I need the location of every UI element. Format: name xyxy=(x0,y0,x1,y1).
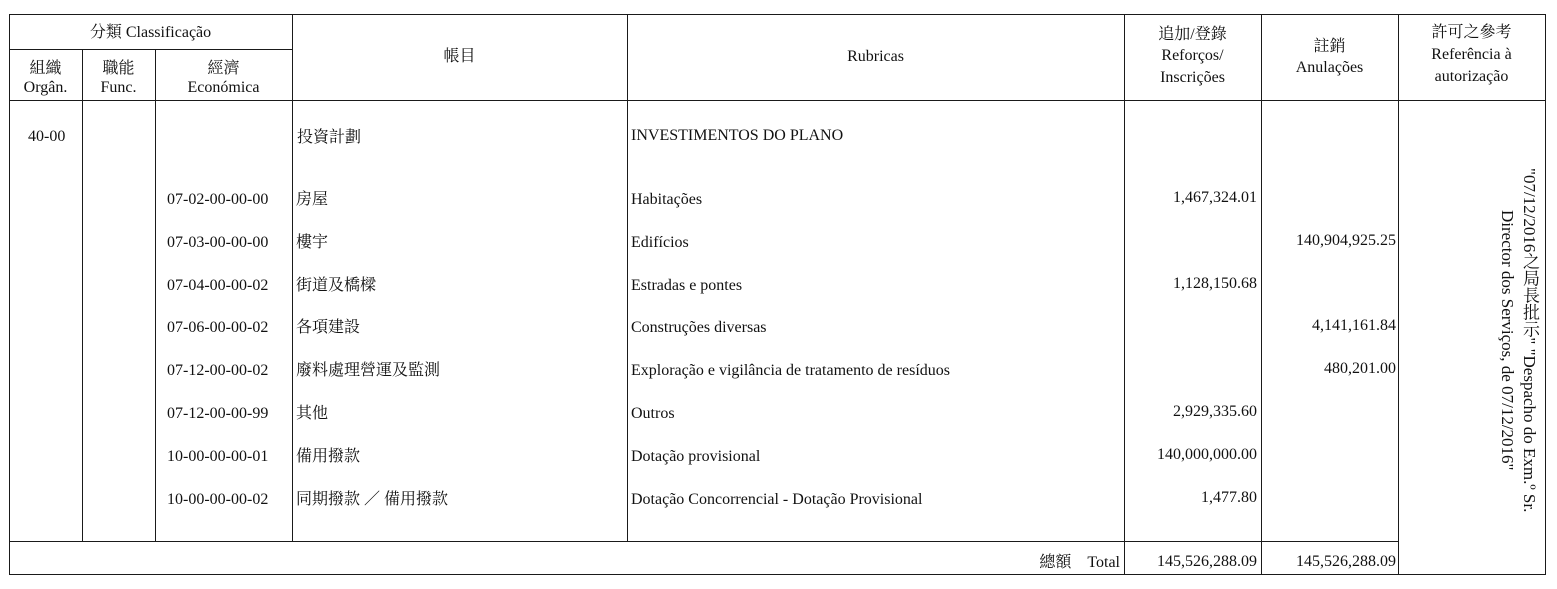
header-organ-pt: Orgân. xyxy=(23,79,68,96)
rule-func xyxy=(155,49,156,541)
rule-anulacoes xyxy=(1398,14,1399,575)
header-organ-zh: 組織 xyxy=(29,60,62,77)
header-ref-pt1: Referência à xyxy=(1431,46,1512,63)
item-pt: Exploração e vigilância de tratamento de resíduos xyxy=(631,362,950,379)
anulacao-amount: 4,141,161.84 xyxy=(1312,317,1396,334)
header-items: 帳目 xyxy=(443,48,476,65)
item-zh: 街道及橋樑 xyxy=(296,277,377,294)
rule-econ xyxy=(292,14,293,541)
rule-right xyxy=(1545,14,1546,575)
item-zh: 其他 xyxy=(296,405,329,422)
rule-organ xyxy=(82,49,83,541)
rule-classification xyxy=(9,49,292,50)
reforco-amount: 140,000,000.00 xyxy=(1157,446,1257,463)
header-econ-zh: 經濟 xyxy=(207,60,240,77)
section-title-zh: 投資計劃 xyxy=(297,129,362,146)
item-pt: Estradas e pontes xyxy=(631,277,743,294)
item-pt: Dotação Concorrencial - Dotação Provisional xyxy=(631,491,923,508)
item-zh: 同期撥款 ／ 備用撥款 xyxy=(296,491,449,508)
reforco-amount: 1,467,324.01 xyxy=(1173,189,1257,206)
econ-code: 07-12-00-00-02 xyxy=(167,362,269,379)
econ-code: 07-03-00-00-00 xyxy=(167,234,269,251)
header-reforcos-pt1: Reforços/ xyxy=(1161,47,1224,64)
item-pt: Outros xyxy=(631,405,675,422)
header-reforcos-pt2: Inscrições xyxy=(1160,69,1225,86)
item-zh: 各項建設 xyxy=(296,319,361,336)
item-pt: Construções diversas xyxy=(631,319,767,336)
econ-code: 07-02-00-00-00 xyxy=(167,191,269,208)
header-func-pt: Func. xyxy=(100,79,137,96)
item-pt: Dotação provisional xyxy=(631,448,761,465)
reforco-amount: 1,128,150.68 xyxy=(1173,275,1257,292)
econ-code: 10-00-00-00-01 xyxy=(167,448,269,465)
item-zh: 樓宇 xyxy=(296,234,329,251)
item-zh: 房屋 xyxy=(296,191,329,208)
rule-items xyxy=(627,14,628,541)
rule-reforcos xyxy=(1261,14,1262,575)
rule-bottom xyxy=(9,574,1545,575)
header-ref-pt2: autorização xyxy=(1434,68,1509,85)
section-organ-code: 40-00 xyxy=(28,128,66,145)
econ-code: 10-00-00-00-02 xyxy=(167,491,269,508)
total-anulacoes: 145,526,288.09 xyxy=(1296,553,1396,570)
reforco-amount: 1,477.80 xyxy=(1201,489,1257,506)
rule-top xyxy=(9,14,1545,15)
rule-header-bottom xyxy=(9,100,1545,101)
header-ref-zh: 許可之參考 xyxy=(1431,24,1512,41)
item-pt: Habitações xyxy=(631,191,703,208)
item-zh: 備用撥款 xyxy=(296,448,361,465)
header-anulacoes-pt: Anulações xyxy=(1295,59,1364,76)
econ-code: 07-06-00-00-02 xyxy=(167,319,269,336)
header-econ-pt: Económica xyxy=(187,79,260,96)
reforco-amount: 2,929,335.60 xyxy=(1173,403,1257,420)
total-label: 總額 Total xyxy=(1039,554,1120,571)
authorization-reference: "07/12/2016之局長批示" "Despacho do Exm.º Sr. Director dos Serviços, de 07/12/2016" xyxy=(1498,167,1539,513)
anulacao-amount: 480,201.00 xyxy=(1324,360,1396,377)
header-reforcos-zh: 追加/登錄 xyxy=(1158,26,1227,43)
header-func-zh: 職能 xyxy=(102,60,135,77)
econ-code: 07-12-00-00-99 xyxy=(167,405,269,422)
header-anulacoes-zh: 註銷 xyxy=(1313,38,1346,55)
item-pt: Edifícios xyxy=(631,234,689,251)
rule-total-top xyxy=(9,541,1398,542)
rule-left xyxy=(9,14,10,575)
item-zh: 廢料處理營運及監測 xyxy=(296,362,441,379)
section-title-pt: INVESTIMENTOS DO PLANO xyxy=(631,127,844,144)
total-reforcos: 145,526,288.09 xyxy=(1157,553,1257,570)
econ-code: 07-04-00-00-02 xyxy=(167,277,269,294)
anulacao-amount: 140,904,925.25 xyxy=(1296,232,1396,249)
header-rubricas: Rubricas xyxy=(847,48,904,65)
header-classification: 分類 Classificação xyxy=(89,24,212,41)
